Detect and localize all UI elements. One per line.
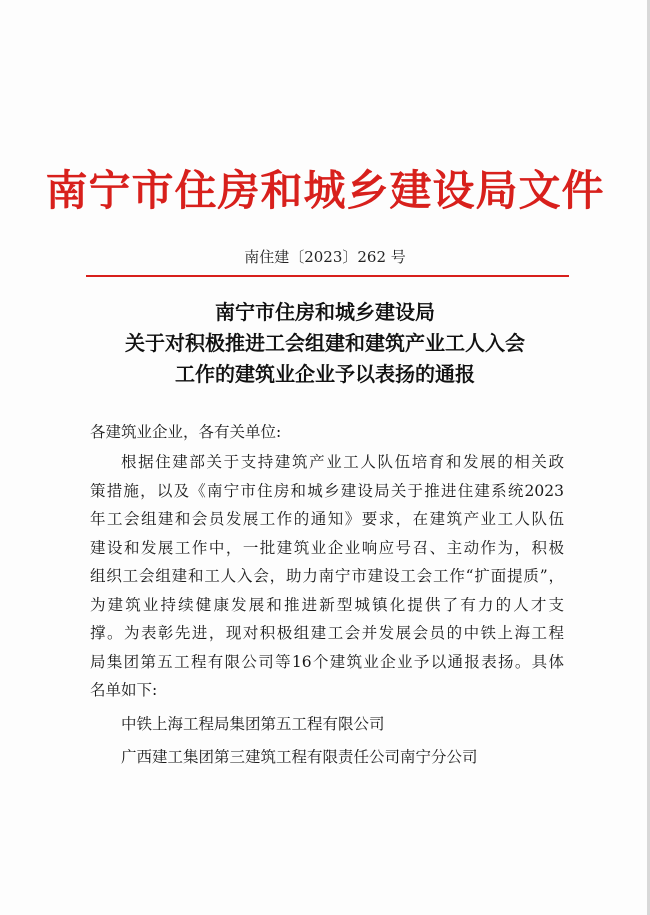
company-item: 广西建工集团第三建筑工程有限责任公司南宁分公司 (121, 748, 478, 766)
body-paragraph (90, 448, 564, 705)
document-subject (0, 297, 650, 390)
paragraph-line: 名单如下: (90, 681, 158, 699)
paragraph-line: 根据住建部关于支持建筑产业工人队伍培育和发展的相关政 (121, 453, 564, 471)
red-divider-line (86, 275, 569, 277)
paragraph-line: 组织工会组建和工人入会，助力南宁市建设工会工作“扩面提质”， (90, 567, 564, 585)
document-header-title: 南宁市住房和城乡建设局文件 (45, 166, 605, 215)
subject-line-1: 南宁市住房和城乡建设局 (215, 300, 435, 324)
salutation: 各建筑业企业，各有关单位: (90, 423, 282, 441)
paragraph-line: 建设和发展工作中，一批建筑业企业响应号召、主动作为，积极 (90, 538, 564, 557)
subject-line-3: 工作的建筑业企业予以表扬的通报 (175, 362, 475, 386)
subject-line-2: 关于对积极推进工会组建和建筑产业工人入会 (125, 331, 525, 355)
paragraph-line: 为建筑业持续健康发展和推进新型城镇化提供了有力的人才支 (90, 595, 564, 614)
paragraph-line: 撑。为表彰先进，现对积极组建工会并发展会员的中铁上海工程 (90, 624, 564, 642)
document-number: 南住建〔2023〕262 号 (244, 248, 406, 266)
paragraph-line: 年工会组建和会员发展工作的通知》要求，在建筑产业工人队伍 (90, 510, 564, 528)
paragraph-line: 局集团第五工程有限公司等16个建筑业企业予以通报表扬。具体 (90, 652, 564, 671)
company-item: 中铁上海工程局集团第五工程有限公司 (121, 715, 385, 733)
paragraph-line: 策措施，以及《南宁市住房和城乡建设局关于推进住建系统2023 (90, 481, 564, 500)
company-list (121, 708, 478, 774)
